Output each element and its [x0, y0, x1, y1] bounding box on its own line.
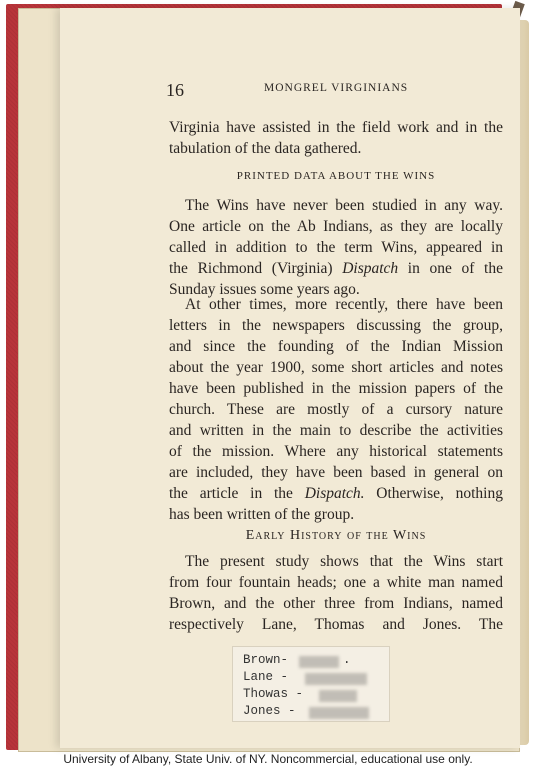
redaction-blur: [319, 690, 357, 702]
text-line: [169, 258, 503, 279]
slip-row-lane: Lane -: [243, 670, 289, 684]
typed-name-slip: [232, 646, 390, 722]
text-line: Sunday issues some years ago.: [169, 281, 360, 298]
running-title: MONGREL VIRGINIANS: [264, 82, 409, 94]
text-line: Virginia have assisted in the field work and in the: [169, 119, 503, 136]
redaction-blur: [305, 673, 367, 685]
text-line: called in addition to the term Wins, appeared in: [169, 239, 503, 256]
text-line: At other times, more recently, there have been: [185, 296, 503, 313]
text-span: the article in the: [169, 485, 305, 502]
slip-dot: .: [343, 653, 351, 667]
slip-row-jones: Jones -: [243, 704, 296, 718]
text-line: about the year 1900, some short articles and notes: [169, 359, 503, 376]
text-line: The present study shows that the Wins start: [185, 553, 503, 570]
text-line: letters in the newspapers discussing the group,: [169, 317, 503, 334]
text-line: have been published in the mission papers of the: [169, 380, 503, 397]
running-header: [166, 80, 503, 102]
section-heading-printed-data: PRINTED DATA ABOUT THE WINS: [236, 170, 436, 182]
italic-title-dispatch: Dispatch: [342, 260, 399, 277]
text-line: from four fountain heads; one a white man named: [169, 574, 503, 591]
text-line: and since the founding of the Indian Mission: [169, 338, 503, 355]
text-span: the Richmond (Virginia): [169, 260, 343, 277]
slip-row-brown: Brown-: [243, 653, 289, 667]
italic-title-dispatch: Dispatch.: [304, 485, 365, 502]
redaction-blur: [309, 707, 369, 719]
page-number: 16: [166, 80, 184, 100]
text-line: [169, 483, 503, 504]
text-line: and written in the main to describe the activities: [169, 422, 503, 439]
text-line: of the mission. Where any historical statements: [169, 443, 503, 460]
slip-row-thomas: Thowas -: [243, 687, 304, 701]
text-line: tabulation of the data gathered.: [169, 140, 362, 157]
text-line: One article on the Ab Indians, as they are locally: [169, 218, 503, 235]
text-line: respectively Lane, Thomas and Jones. The: [169, 616, 503, 633]
text-span: Otherwise, nothing: [364, 485, 503, 502]
redaction-blur: [299, 656, 339, 668]
text-line: church. These are mostly of a cursory nature: [169, 401, 503, 418]
text-line: are included, they have been based in general on: [169, 464, 503, 481]
section-heading-early-history: Early History of the Wins: [245, 528, 427, 543]
text-line: Brown, and the other three from Indians, named: [169, 595, 503, 612]
usage-notice-footer: University of Albany, State Univ. of NY. Noncommercial, educational use only.: [63, 752, 473, 766]
text-span: in one of the: [398, 260, 503, 277]
text-line: has been written of the group.: [169, 506, 355, 523]
text-line: The Wins have never been studied in any way.: [185, 197, 503, 214]
